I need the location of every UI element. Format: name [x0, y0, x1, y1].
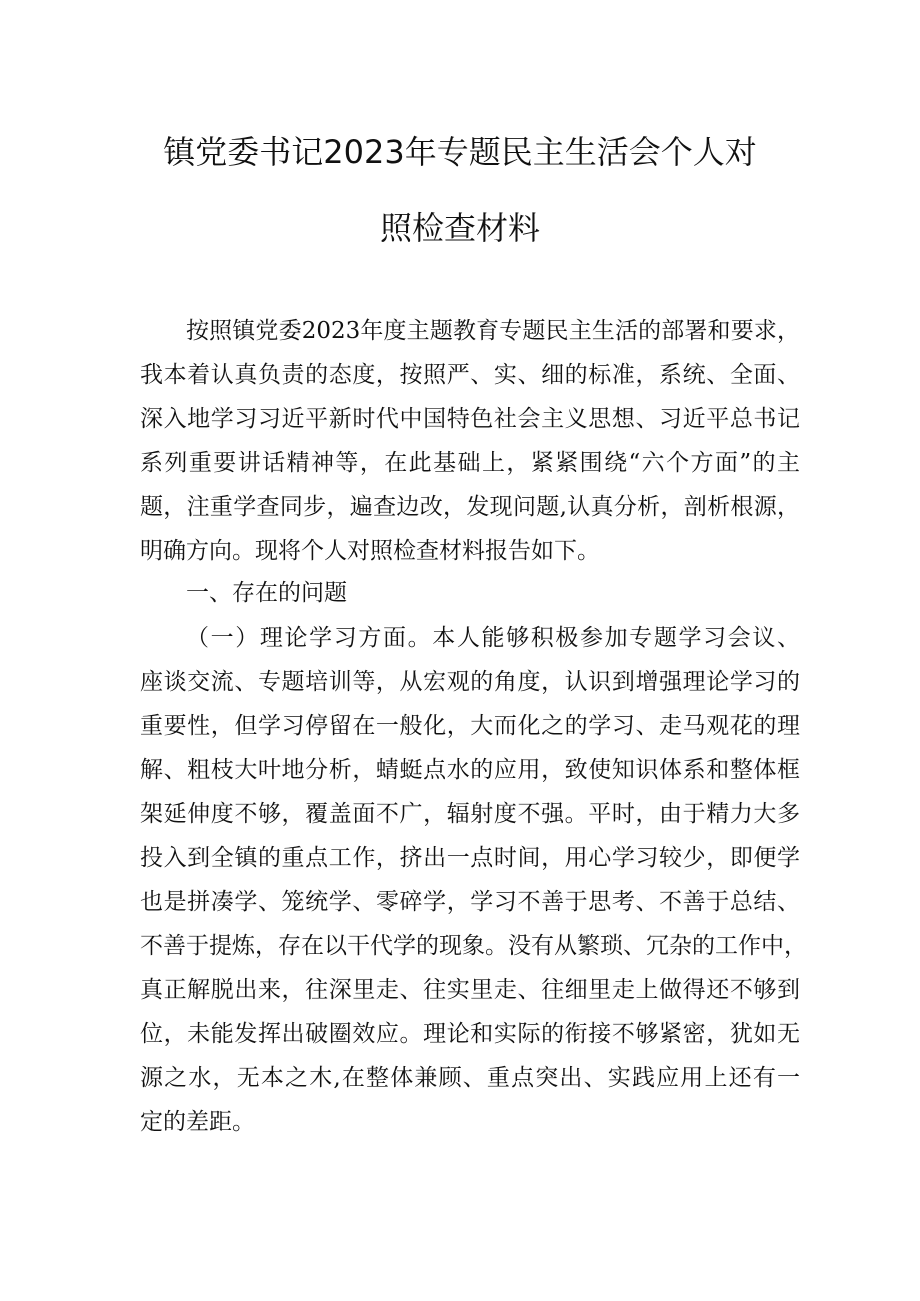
section1-paragraph-line: 位，未能发挥出破圈效应。理论和实际的衔接不够紧密，犹如无: [140, 1021, 800, 1047]
section1-paragraph-line: 也是拼凑学、笼统学、零碎学，学习不善于思考、不善于总结、: [140, 889, 800, 915]
intro-paragraph-line: 深入地学习习近平新时代中国特色社会主义思想、习近平总书记: [140, 406, 800, 432]
section1-paragraph-line: 重要性，但学习停留在一般化，大而化之的学习、走马观花的理: [140, 713, 800, 739]
document-title-line-2: 照检查材料: [379, 209, 540, 247]
section-heading: 一、存在的问题: [186, 580, 347, 606]
intro-paragraph-line: 按照镇党委2023年度主题教育专题民主生活的部署和要求，: [186, 318, 800, 344]
intro-paragraph-line: 我本着认真负责的态度，按照严、实、细的标准，系统、全面、: [140, 362, 800, 388]
intro-paragraph-line: 系列重要讲话精神等，在此基础上，紧紧围绕“六个方面”的主: [140, 450, 800, 476]
section1-paragraph-line: 解、粗枝大叶地分析，蜻蜓点水的应用，致使知识体系和整体框: [140, 757, 800, 783]
section1-paragraph-line: （一）理论学习方面。本人能够积极参加专题学习会议、: [186, 625, 800, 651]
section1-paragraph-line: 不善于提炼，存在以干代学的现象。没有从繁琐、冗杂的工作中，: [140, 933, 807, 959]
section1-paragraph-line: 定的差距。: [140, 1109, 255, 1135]
section1-paragraph-line: 源之水，无本之木,在整体兼顾、重点突出、实践应用上还有一: [140, 1065, 800, 1091]
section1-paragraph-line: 真正解脱出来，往深里走、往实里走、往细里走上做得还不够到: [140, 977, 800, 1003]
intro-paragraph-line: 明确方向。现将个人对照检查材料报告如下。: [140, 538, 600, 564]
document-title-line-1: 镇党委书记2023年专题民主生活会个人对: [163, 133, 757, 171]
section1-paragraph-line: 座谈交流、专题培训等，从宏观的角度，认识到增强理论学习的: [140, 669, 800, 695]
section1-paragraph-line: 架延伸度不够，覆盖面不广，辐射度不强。平时，由于精力大多: [140, 801, 800, 827]
section1-paragraph-line: 投入到全镇的重点工作，挤出一点时间，用心学习较少，即便学: [140, 845, 800, 871]
intro-paragraph-line: 题，注重学查同步，遍查边改，发现问题,认真分析，剖析根源，: [140, 494, 800, 520]
